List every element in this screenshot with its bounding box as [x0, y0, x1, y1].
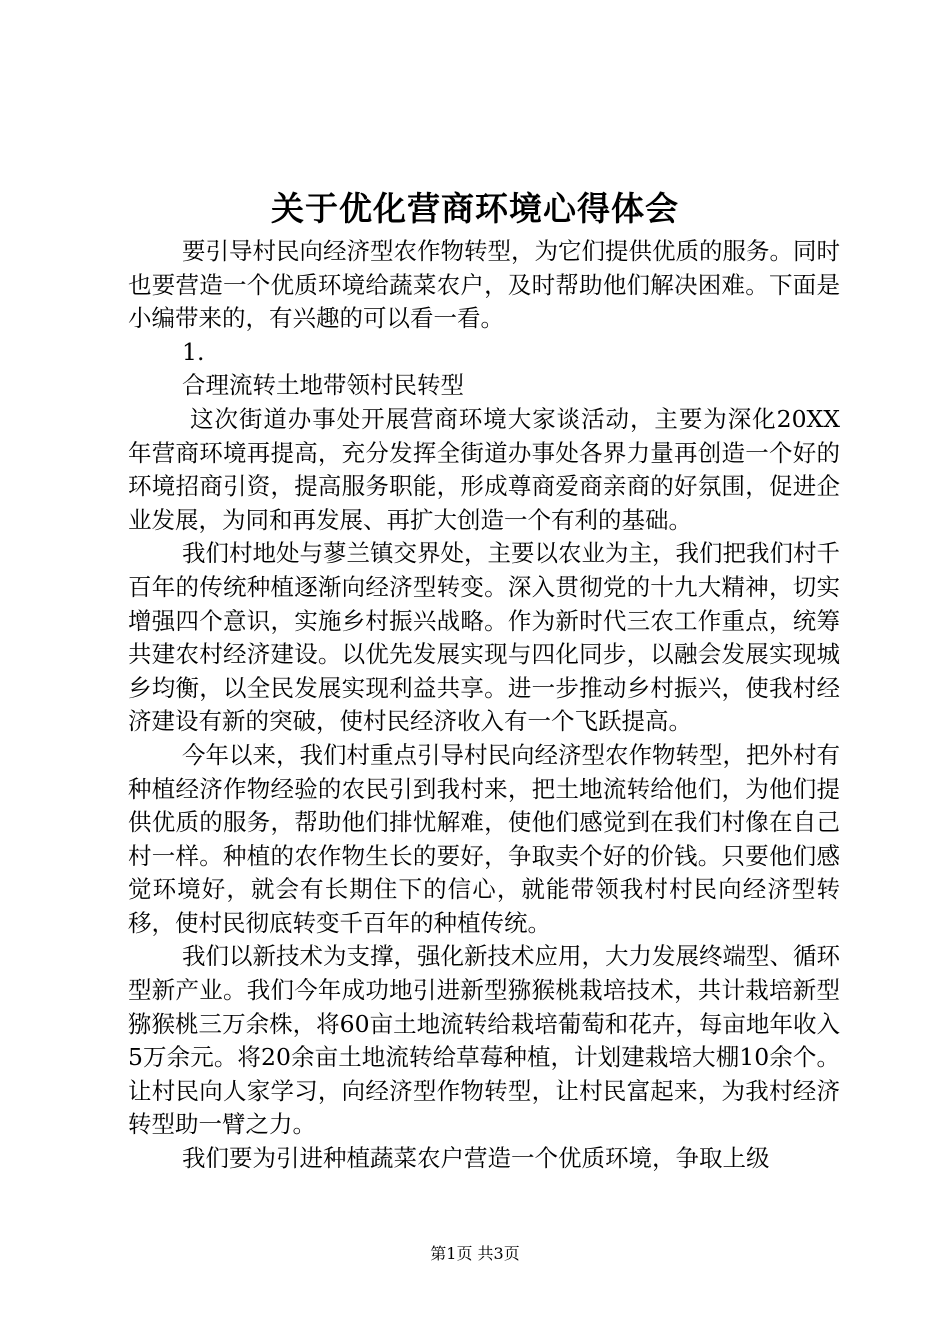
body-paragraph: 今年以来，我们村重点引导村民向经济型农作物转型，把外村有种植经济作物经验的农民引到我村来，把土地流转给他们，为他们提供优质的服务，帮助他们排忧解难，使他们感觉到在我们村像在自己村一样。种植的农作物生长的要好，争取卖个好的价钱。只要他们感觉环境好，就会有长期住下的信心，就能带领我村村民向经济型转移，使村民彻底转变千百年的种植传统。	[128, 740, 840, 937]
document-body	[128, 235, 840, 1176]
body-paragraph: 我们要为引进种植蔬菜农户营造一个优质环境，争取上级	[182, 1144, 770, 1173]
document-title: 关于优化营商环境心得体会	[271, 189, 679, 228]
body-paragraph: 我们村地处与蓼兰镇交界处，主要以农业为主，我们把我们村千百年的传统种植逐渐向经济型转变。深入贯彻党的十九大精神，切实增强四个意识，实施乡村振兴战略。作为新时代三农工作重点，统筹共建农村经济建设。以优先发展实现与四化同步，以融会发展实现城乡均衡，以全民发展实现利益共享。进一步推动乡村振兴，使我村经济建设有新的突破，使村民经济收入有一个飞跃提高。	[128, 539, 840, 736]
section-number: 1.	[182, 337, 205, 366]
body-paragraph: 我们以新技术为支撑，强化新技术应用，大力发展终端型、循环型新产业。我们今年成功地引进新型猕猴桃栽培技术，共计栽培新型猕猴桃三万余株，将60亩土地流转给栽培葡萄和花卉，每亩地年收入5万余元。将20余亩土地流转给草莓种植，计划建栽培大棚10余个。让村民向人家学习，向经济型作物转型，让村民富起来，为我村经济转型助一臂之力。	[128, 942, 840, 1139]
intro-paragraph: 要引导村民向经济型农作物转型，为它们提供优质的服务。同时也要营造一个优质环境给蔬菜农户，及时帮助他们解决困难。下面是小编带来的，有兴趣的可以看一看。	[128, 237, 840, 333]
body-paragraph: 这次街道办事处开展营商环境大家谈活动，主要为深化20XX年营商环境再提高，充分发挥全街道办事处各界力量再创造一个好的环境招商引资，提高服务职能，形成尊商爱商亲商的好氛围，促进企业发展，为同和再发展、再扩大创造一个有利的基础。	[128, 404, 840, 534]
section-heading: 合理流转土地带领村民转型	[182, 371, 464, 400]
page-footer: 第1页 共3页	[430, 1244, 520, 1263]
